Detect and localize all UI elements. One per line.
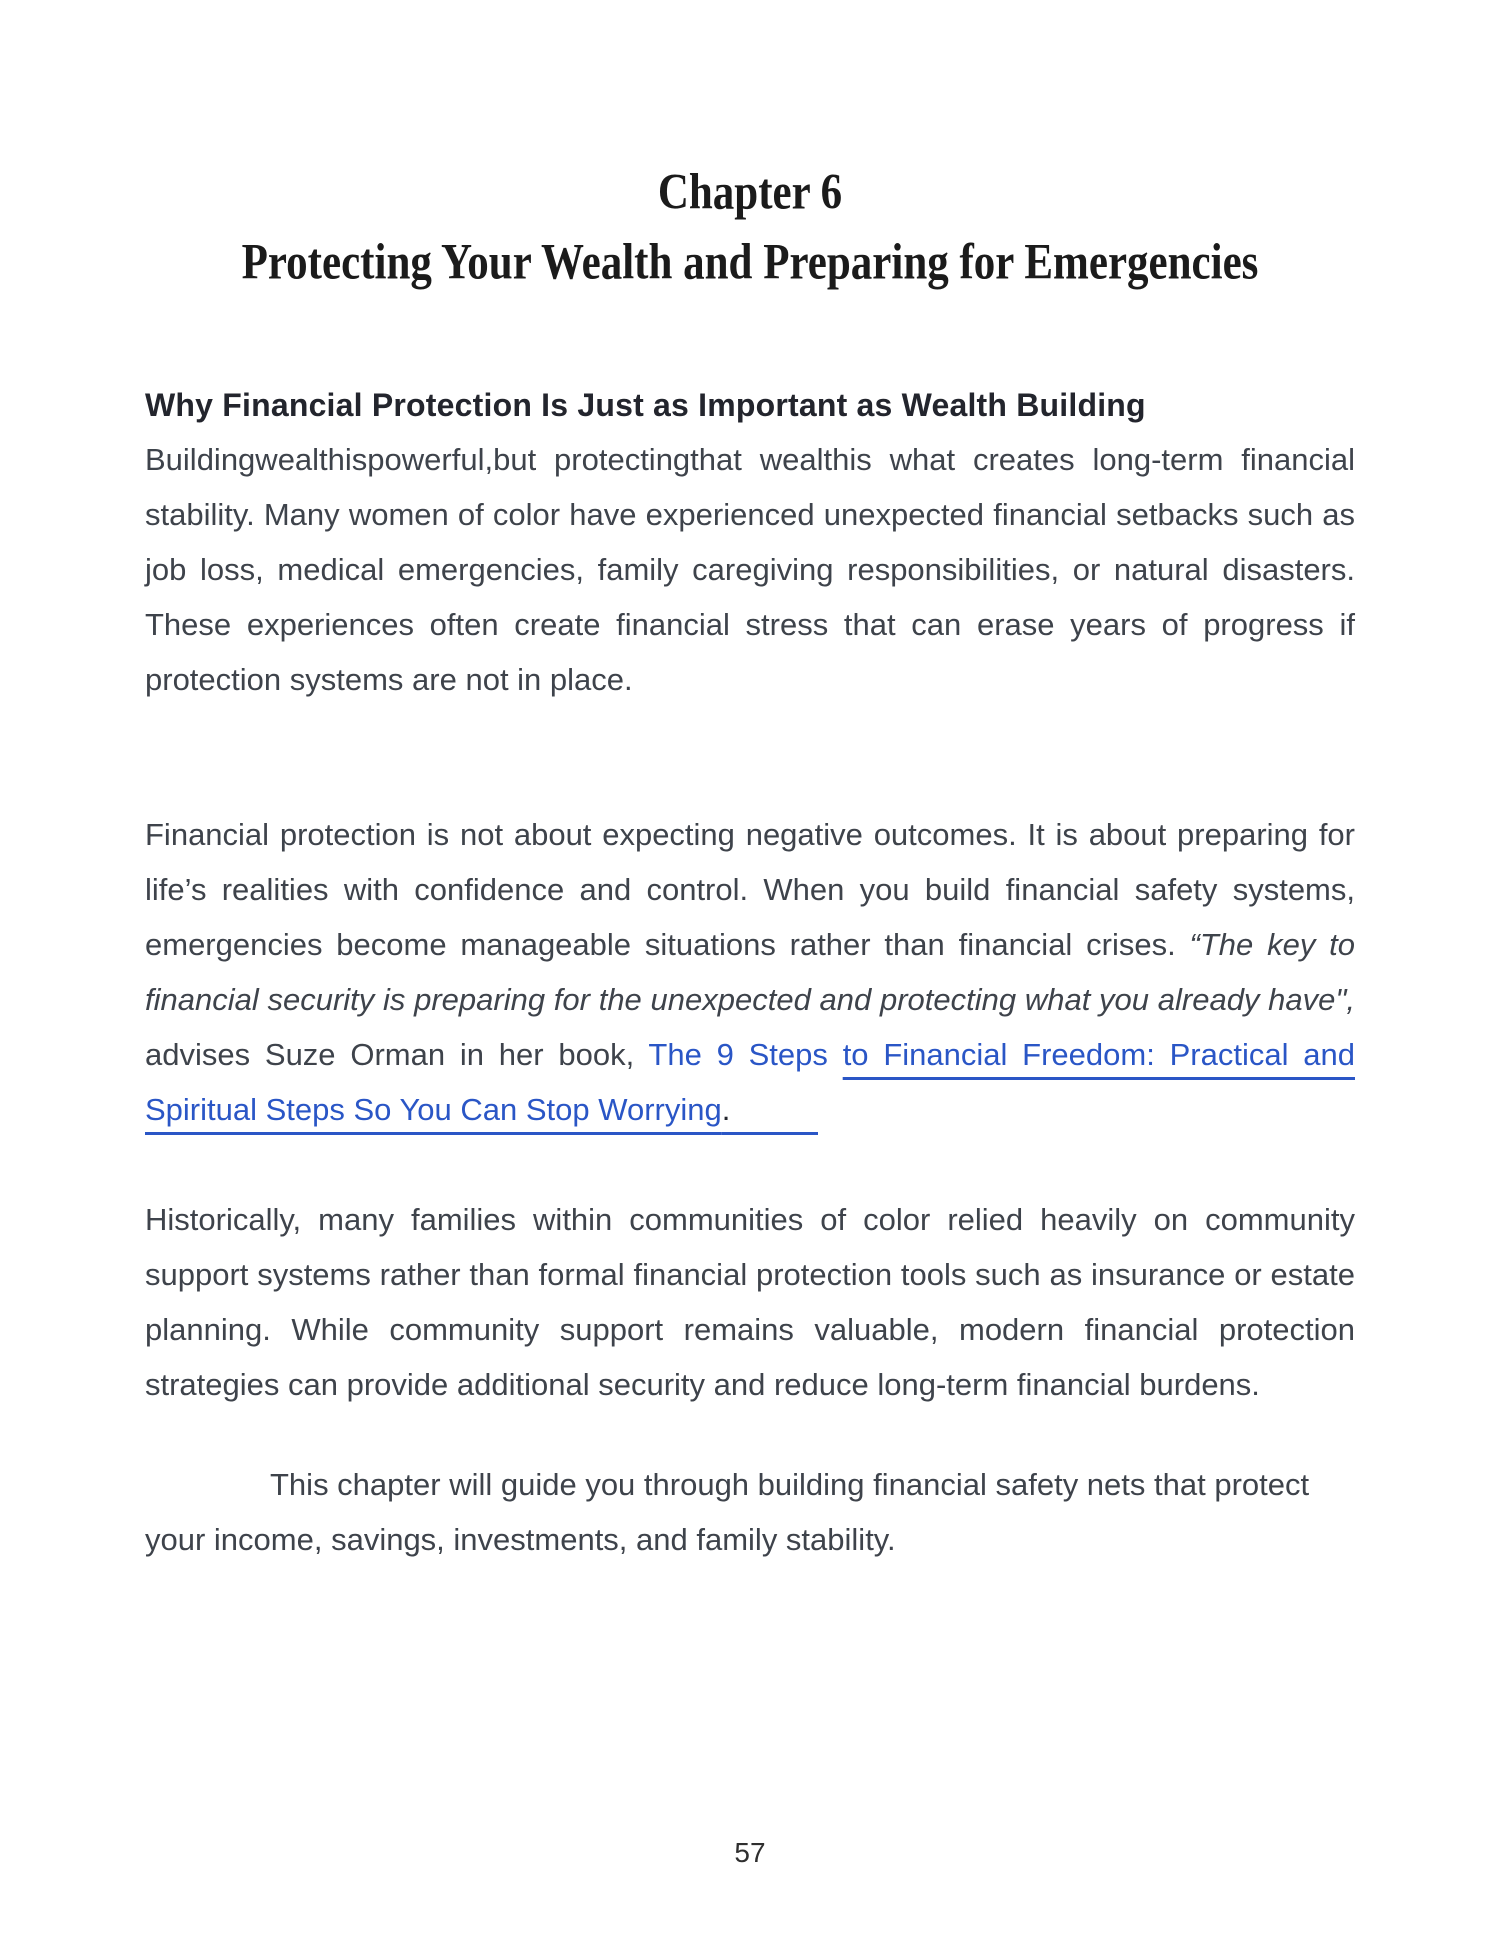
p2-final-period: . bbox=[721, 1092, 731, 1127]
paragraph-historically bbox=[145, 1192, 1355, 1412]
book-title-link[interactable]: to Financial Freedom: Practical and Spiritual Steps So You Can Stop Worrying bbox=[145, 1037, 1355, 1127]
section-heading: Why Financial Protection Is Just as Important as Wealth Building bbox=[145, 387, 1146, 423]
paragraph-chapter-guide bbox=[145, 1457, 1355, 1567]
chapter-title: Protecting Your Wealth and Preparing for Emergencies bbox=[241, 234, 1259, 291]
p2-attribution-text: advises Suze Orman in her book, bbox=[145, 1037, 649, 1072]
paragraph-why-protection-text: Buildingwealthispowerful,but protectingthat wealthis what creates long-term financial stability. Many women of color have experienced unexpected financial setbacks such as job loss, medical emergencies, family caregiving responsibilities, or natural disasters. These experiences often create financial stress that can erase years of progress if protection systems are not in place. bbox=[145, 442, 1355, 697]
paragraph-chapter-guide-text: This chapter will guide you through building financial safety nets that protect your income, savings, investments, and family stability. bbox=[145, 1467, 1310, 1557]
paragraph-historically-text: Historically, many families within communities of color relied heavily on community support systems rather than formal financial protection tools such as insurance or estate planning. While community support remains valuable, modern financial protection strategies can provide additional security and reduce long-term financial burdens. bbox=[145, 1202, 1355, 1402]
paragraph-financial-protection bbox=[145, 807, 1355, 1137]
book-title-link-start[interactable]: The 9 Steps bbox=[648, 1037, 843, 1072]
chapter-header bbox=[145, 158, 1355, 298]
page-footer bbox=[0, 1837, 1500, 1869]
p2-regular-text: Financial protection is not about expecting negative outcomes. It is about preparing for life’s realities with confidence and control. When you build financial safety systems, emergencies become manageable situations rather than financial crises. bbox=[145, 817, 1355, 962]
paragraph-why-protection bbox=[145, 432, 1355, 707]
page-content bbox=[0, 158, 1500, 1567]
underline-extension bbox=[730, 1132, 818, 1135]
p2-italic-quote: “The key to financial security is preparing for the unexpected and protecting what you already have", bbox=[145, 927, 1356, 1017]
chapter-number: Chapter 6 bbox=[657, 164, 843, 221]
page-number: 57 bbox=[734, 1837, 766, 1868]
